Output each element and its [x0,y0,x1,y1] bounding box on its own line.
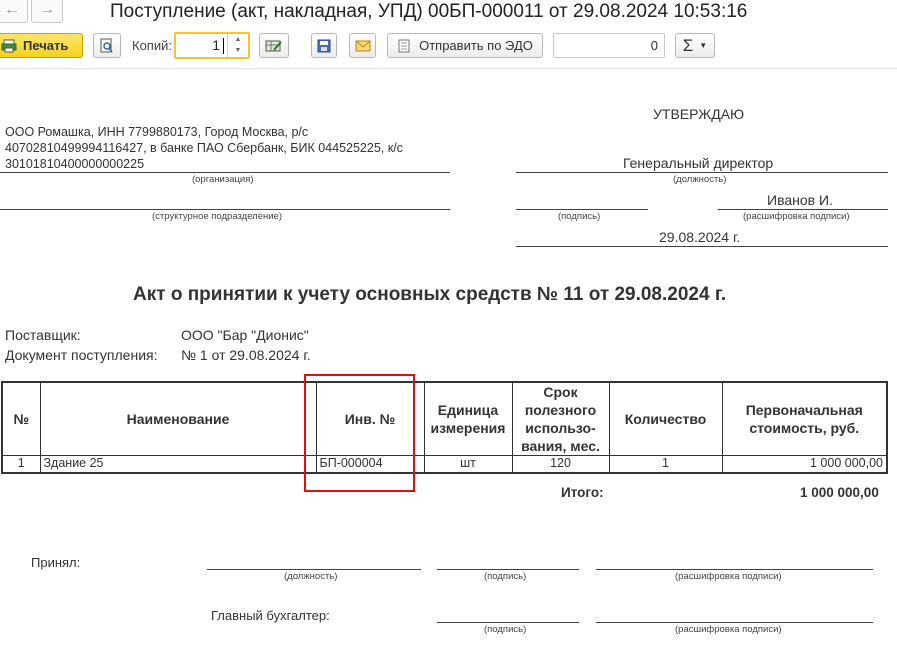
print-button[interactable] [0,33,83,58]
total-label: Итого: [561,485,604,500]
accepted-decoding-underline [596,569,873,570]
preview-button[interactable] [93,33,121,58]
edit-table-icon [265,39,283,53]
counter-field[interactable]: 0 [553,33,665,58]
supplier-label: Поставщик: [5,327,81,343]
accountant-signature-underline [437,622,579,623]
toolbar-divider [0,68,897,69]
cell-cost: 1 000 000,00 [722,456,887,473]
approval-heading: УТВЕРЖДАЮ [653,106,745,122]
sum-dropdown-button[interactable] [675,33,715,58]
cell-name: Здание 25 [40,456,316,473]
arrow-left-icon: ← [4,1,20,18]
copies-value: 1 [212,37,220,53]
inventory-number-highlight [304,374,415,492]
copies-stepper[interactable] [227,34,248,57]
header-cost-line-1: Первоначальная [745,402,863,418]
header-term-line-3: использо- [525,420,596,436]
text-cursor [223,38,224,54]
cell-unit: шт [424,456,512,473]
department-caption: (структурное подразделение) [152,211,282,222]
printer-icon [1,39,17,53]
chevron-up-icon[interactable]: ▲ [234,36,242,43]
page-search-icon [100,38,114,54]
approval-signer: Иванов И. [767,192,833,208]
total-value: 1 000 000,00 [800,485,879,500]
accepted-signature-underline [437,569,579,570]
accepted-position-caption: (должность) [284,571,338,582]
header-term-line-4: вания, мес. [521,438,600,454]
window-title: Поступление (акт, накладная, УПД) 00БП-000011 от 29.08.2024 10:53:16 [110,1,748,22]
save-button[interactable] [311,33,337,58]
header-qty: Количество [609,382,722,456]
copies-input[interactable] [174,32,250,59]
print-button-label: Печать [23,38,69,53]
approval-signature-caption: (подпись) [558,211,601,222]
organization-underline [0,172,450,173]
envelope-icon [355,40,371,52]
receipt-doc-label: Документ поступления: [5,347,158,363]
header-unit [424,382,512,456]
header-cost [722,382,887,456]
department-underline [0,209,450,210]
organization-line-3: 30101810400000000225 [5,157,145,171]
act-title: Акт о принятии к учету основных средств № 11 от 29.08.2024 г. [133,284,727,305]
back-button[interactable] [0,0,28,23]
position-caption: (должность) [673,174,727,185]
approval-decoding-underline [718,209,888,210]
forward-button[interactable] [31,0,63,23]
supplier-value: ООО "Бар "Дионис" [181,327,309,343]
edit-mode-button[interactable] [259,33,289,58]
chief-accountant-label: Главный бухгалтер: [211,608,330,623]
send-edo-label: Отправить по ЭДО [419,38,533,53]
approval-position: Генеральный директор [623,155,774,171]
position-underline [516,172,888,173]
cell-inv: БП-000004 [316,456,424,473]
header-unit-line-1: Единица [437,402,499,418]
table-header-row [2,382,887,456]
header-num: № [2,382,40,456]
accountant-decoding-underline [596,622,873,623]
chevron-down-icon: ▼ [699,41,708,50]
header-cost-line-2: стоимость, руб. [749,420,860,436]
header-term-line-2: полезного [524,402,597,418]
floppy-disk-icon [317,39,331,53]
accepted-decoding-caption: (расшифровка подписи) [675,571,782,582]
approval-date: 29.08.2024 г. [659,229,741,245]
organization-line-2: 40702810499994116427, в банке ПАО Сбербанк, БИК 044525225, к/с [5,141,403,155]
send-edo-button[interactable] [387,33,543,58]
header-inv: Инв. № [316,382,424,456]
sigma-icon: Σ [682,35,694,55]
cell-term: 120 [512,456,609,473]
accepted-position-underline [207,569,421,570]
header-name: Наименование [40,382,316,456]
receipt-doc-value: № 1 от 29.08.2024 г. [181,347,311,363]
accepted-signature-caption: (подпись) [484,571,527,582]
email-button[interactable] [349,33,376,58]
header-term-line-1: Срок [543,384,578,400]
accepted-label: Принял: [31,555,81,570]
cell-qty: 1 [609,456,722,473]
header-unit-line-2: измерения [430,420,506,436]
accountant-decoding-caption: (расшифровка подписи) [675,624,782,635]
approval-decoding-caption: (расшифровка подписи) [743,211,850,222]
send-document-icon [397,39,411,53]
header-term [512,382,609,456]
organization-line-1: ООО Ромашка, ИНН 7799880173, Город Москва, р/с [5,125,309,139]
table-row [2,456,887,473]
arrow-right-icon: → [39,1,55,18]
cell-num: 1 [2,456,40,473]
copies-label: Копий: [132,38,172,53]
accountant-signature-caption: (подпись) [484,624,527,635]
chevron-down-icon[interactable]: ▼ [234,47,242,54]
organization-caption: (организация) [192,174,254,185]
approval-signature-underline [516,209,648,210]
assets-table [1,381,888,474]
approval-date-underline [516,246,888,247]
